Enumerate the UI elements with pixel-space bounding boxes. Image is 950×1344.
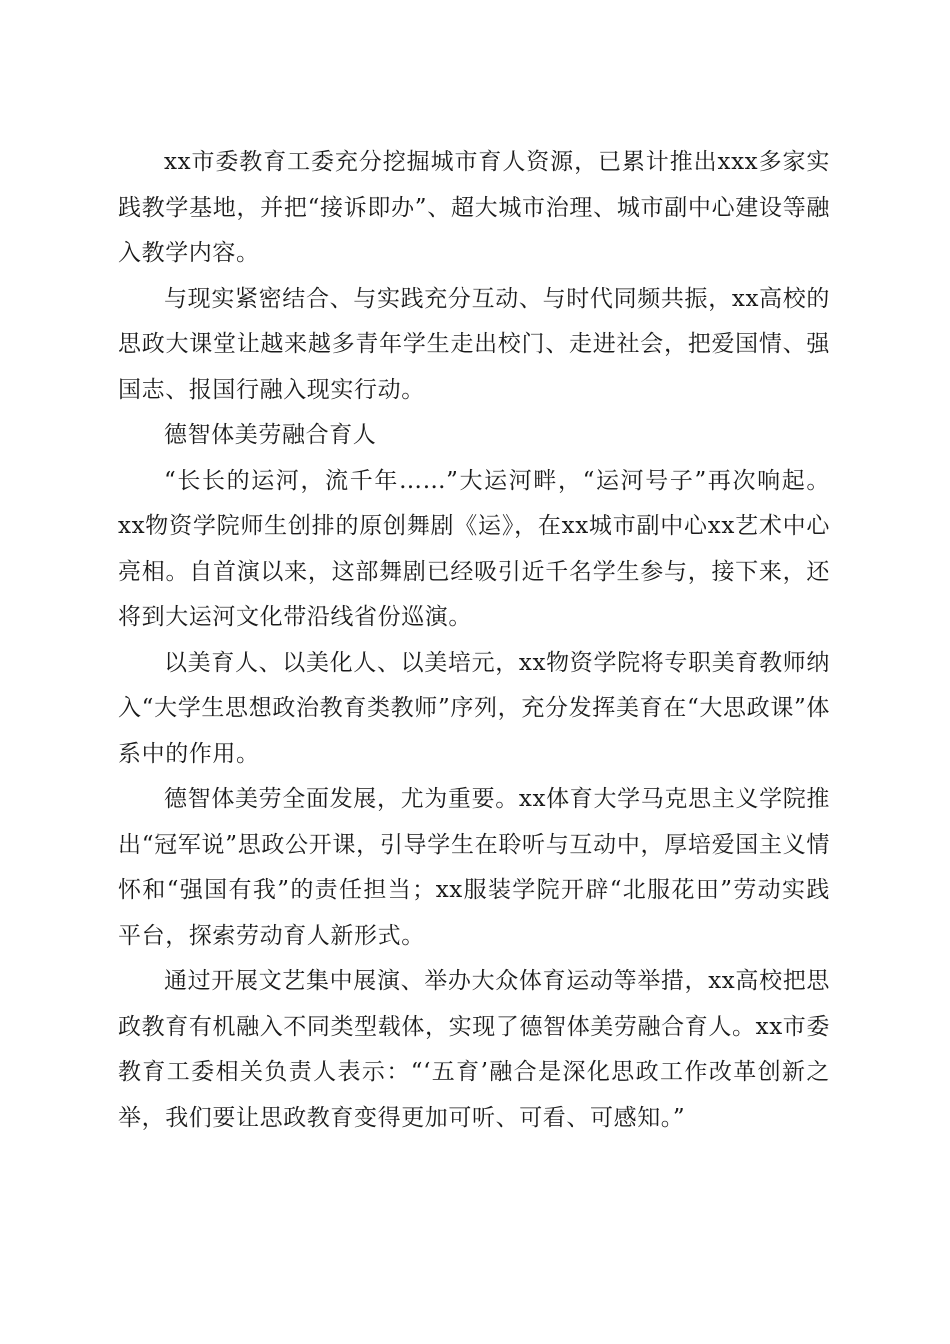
paragraph-classroom: 与现实紧密结合、与实践充分互动、与时代同频共振，xx高校的思政大课堂让越来越多青年学生走出校门、走进社会，把爱国情、强国志、报国行融入现实行动。 bbox=[118, 285, 830, 403]
section-heading: 德智体美劳融合育人 bbox=[164, 422, 377, 448]
paragraph-aesthetic-education: 以美育人、以美化人、以美培元，xx物资学院将专职美育教师纳入“大学生思想政治教育类教师”序列，充分发挥美育在“大思政课”体系中的作用。 bbox=[118, 649, 830, 767]
paragraph-five-education-integration: 通过开展文艺集中展演、举办大众体育运动等举措，xx高校把思政教育有机融入不同类型载体，实现了德智体美劳融合育人。xx市委教育工委相关负责人表示：“‘五育’融合是深化思政工作改革创新之举，我们要让思政教育变得更加可听、可看、可感知。” bbox=[118, 968, 830, 1131]
document-body bbox=[118, 140, 830, 1141]
paragraph-resources: xx市委教育工委充分挖掘城市育人资源，已累计推出xxx多家实践教学基地，并把“接诉即办”、超大城市治理、城市副中心建设等融入教学内容。 bbox=[118, 149, 830, 266]
paragraph-dance-drama: “长长的运河，流千年……”大运河畔，“运河号子”再次响起。xx物资学院师生创排的原创舞剧《运》，在xx城市副中心xx艺术中心亮相。自首演以来，这部舞剧已经吸引近千名学生参与，接下来，还将到大运河文化带沿线省份巡演。 bbox=[118, 467, 830, 630]
paragraph-all-round-development: 德智体美劳全面发展，尤为重要。xx体育大学马克思主义学院推出“冠军说”思政公开课，引导学生在聆听与互动中，厚培爱国主义情怀和“强国有我”的责任担当；xx服装学院开辟“北服花田”劳动实践平台，探索劳动育人新形式。 bbox=[118, 786, 830, 949]
